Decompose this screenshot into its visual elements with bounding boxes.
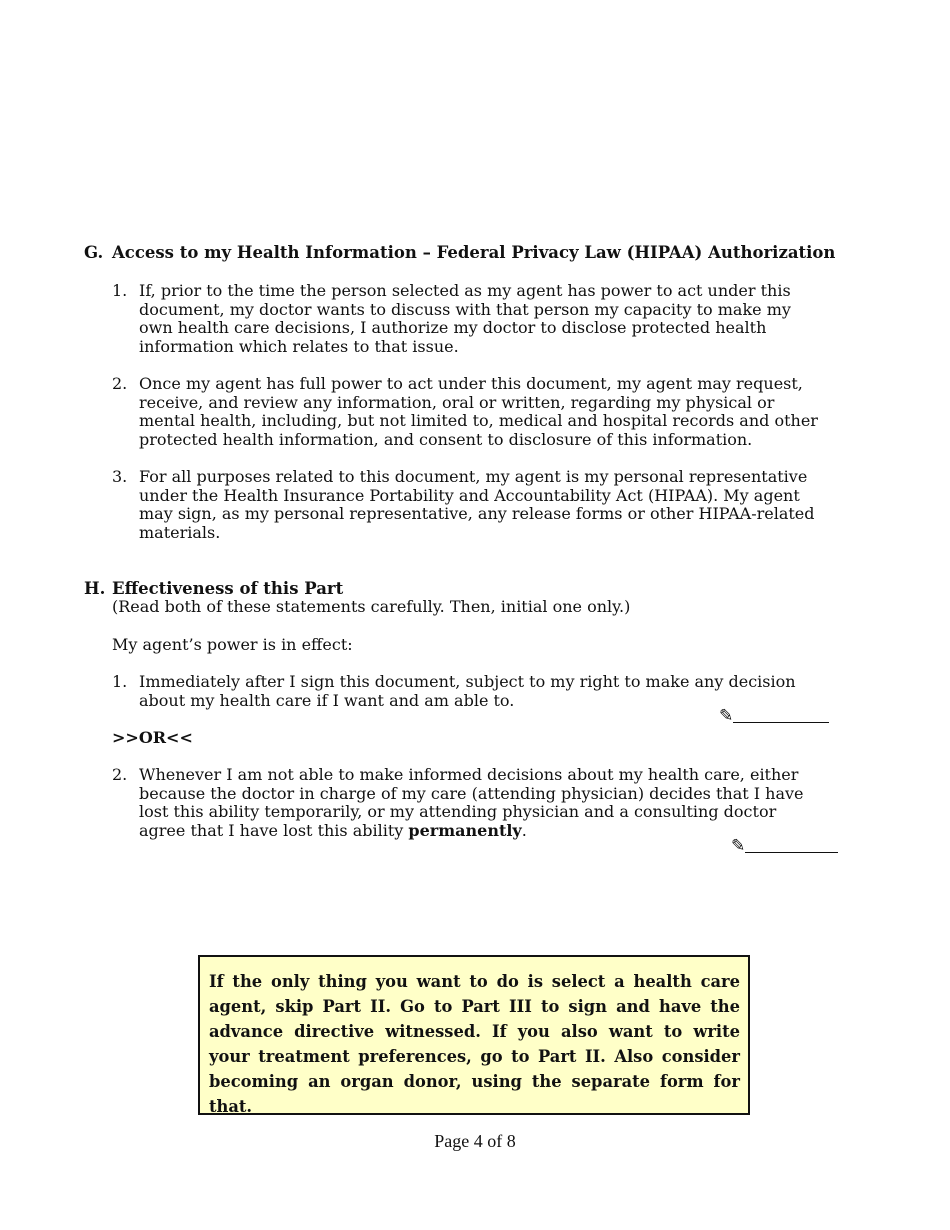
item-text: Once my agent has full power to act under this document, my agent may request, receive, and review any information, oral or written, regarding my physical or mental health, including, but not limited to, medical and hospital records and other protected health information, and consent to disclosure of this information. bbox=[139, 374, 818, 449]
instruction-callout-box bbox=[198, 955, 750, 1115]
section-g-item-3 bbox=[112, 468, 824, 542]
section-h-title: Effectiveness of this Part bbox=[112, 579, 344, 598]
section-g-letter: G. bbox=[84, 243, 104, 262]
item-number: 3. bbox=[112, 467, 128, 486]
item-text bbox=[139, 766, 824, 840]
section-h-option-2 bbox=[112, 766, 824, 840]
initial-line-option-1[interactable] bbox=[719, 706, 829, 726]
initial-blank bbox=[745, 851, 838, 853]
pencil-icon: ✎ bbox=[731, 836, 746, 856]
item-number: 1. bbox=[112, 672, 128, 691]
option-2-emphasis: permanently bbox=[408, 820, 522, 840]
initial-line-option-2[interactable] bbox=[731, 836, 838, 856]
item-number: 2. bbox=[112, 374, 128, 393]
section-g-title: Access to my Health Information – Federal Privacy Law (HIPAA) Authorization bbox=[112, 243, 836, 262]
item-number: 1. bbox=[112, 281, 128, 300]
page-number: Page 4 of 8 bbox=[434, 1131, 516, 1151]
section-h-instruction: (Read both of these statements carefully. Then, initial one only.) bbox=[112, 597, 631, 616]
item-text: If, prior to the time the person selected as my agent has power to act under this document, my doctor wants to discuss with that person my capacity to make my own health care decisions, I authorize my doctor to disclose protected health information which relates to that issue. bbox=[139, 281, 791, 356]
section-h-letter: H. bbox=[84, 579, 106, 598]
or-separator: >>OR<< bbox=[112, 728, 193, 747]
callout-text: If the only thing you want to do is select a health care agent, skip Part II. Go to Part III to sign and have the advance directive witnessed. If you also want to write your treatment preferences, go to Part II. Also consider becoming an organ donor, using the separate form for that. bbox=[209, 972, 740, 1116]
option-2-period: . bbox=[521, 820, 527, 840]
pencil-icon: ✎ bbox=[719, 706, 734, 726]
item-text: Immediately after I sign this document, subject to my right to make any decision about my health care if I want and am able to. bbox=[139, 672, 796, 710]
section-h-option-1 bbox=[112, 673, 826, 710]
section-g-item-1 bbox=[112, 282, 824, 356]
item-text: For all purposes related to this document, my agent is my personal representative under the Health Insurance Portability and Accountability Act (HIPAA). My agent may sign, as my personal representative, any release forms or other HIPAA-related materials. bbox=[139, 467, 815, 542]
section-h-lead: My agent’s power is in effect: bbox=[112, 635, 353, 654]
option-2-text: Whenever I am not able to make informed decisions about my health care, either because the doctor in charge of my care (attending physician) decides that I have lost this ability temporarily, or my attending physician and a consulting doctor agree that I have lost this ability bbox=[139, 765, 804, 840]
section-g-item-2 bbox=[112, 375, 824, 449]
item-number: 2. bbox=[112, 765, 128, 784]
section-h-heading bbox=[84, 579, 343, 598]
section-g-heading bbox=[84, 243, 835, 262]
initial-blank bbox=[733, 721, 829, 723]
